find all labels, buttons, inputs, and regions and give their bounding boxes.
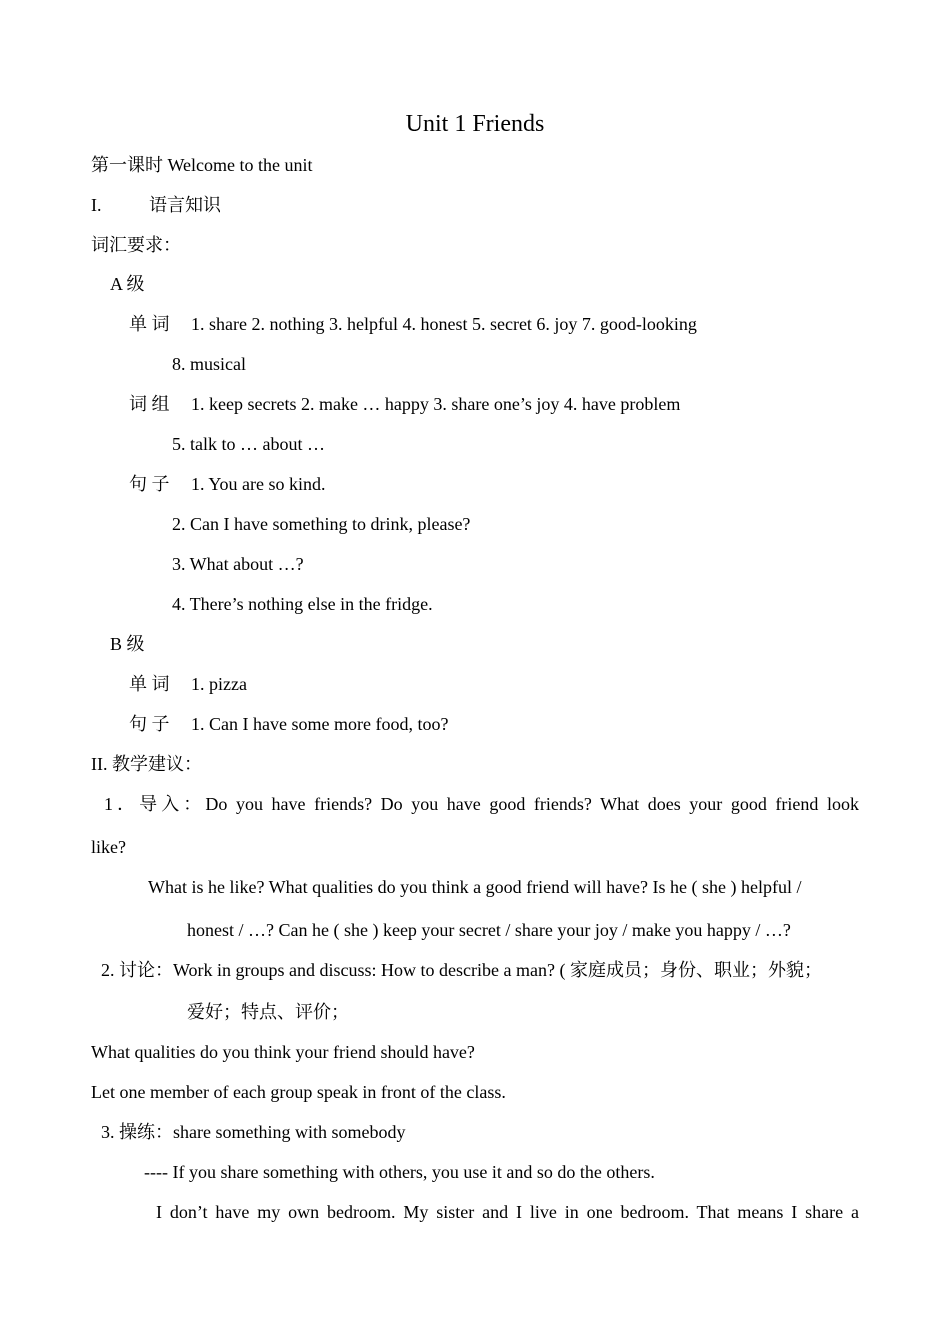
level-a-sentences-label: 句 子 (129, 474, 170, 494)
item-1-line: honest / …? Can he ( she ) keep your secret / share your joy / make you happy / …? (187, 920, 791, 940)
level-a-sentence: 1. You are so kind. (191, 474, 326, 494)
vocab-requirement-heading: 词汇要求： (91, 235, 181, 255)
level-a-sentence: 2. Can I have something to drink, please? (172, 514, 471, 534)
item-2-line: 爱好；特点、评价； (187, 1002, 349, 1022)
level-b-words-line: 1. pizza (191, 674, 247, 694)
level-b-heading: B 级 (110, 634, 145, 654)
item-1-line: like? (91, 837, 126, 857)
level-a-words-line: 8. musical (172, 354, 246, 374)
item-3-line: 3. 操练：share something with somebody (101, 1122, 406, 1142)
level-a-phrases-label: 词 组 (129, 394, 170, 414)
section-heading-2: II. 教学建议： (91, 754, 202, 774)
level-a-sentence: 3. What about …? (172, 554, 304, 574)
level-b-words-label: 单 词 (129, 674, 170, 694)
item-2-line: What qualities do you think your friend should have? (91, 1042, 475, 1062)
level-a-phrases-line: 5. talk to … about … (172, 434, 325, 454)
level-a-sentence: 4. There’s nothing else in the fridge. (172, 594, 433, 614)
level-b-sentence: 1. Can I have some more food, too? (191, 714, 449, 734)
item-2-line: Let one member of each group speak in front of the class. (91, 1082, 506, 1102)
item-3-line: ---- If you share something with others, you use it and so do the others. (144, 1162, 655, 1182)
level-a-heading: A 级 (110, 274, 145, 294)
level-a-words-label: 单 词 (129, 314, 170, 334)
item-3-line: I don’t have my own bedroom. My sister and I live in one bedroom. That means I share a (156, 1202, 859, 1222)
lesson-heading: 第一课时 Welcome to the unit (91, 155, 313, 175)
section-number-1: I. (91, 195, 102, 215)
section-label-1: 语言知识 (149, 195, 221, 215)
level-b-sentences-label: 句 子 (129, 714, 170, 734)
item-1-line: What is he like? What qualities do you think a good friend will have? Is he ( she ) helpful / (148, 877, 802, 897)
page-title: Unit 1 Friends (405, 111, 545, 137)
level-a-phrases-line: 1. keep secrets 2. make … happy 3. share one’s joy 4. have problem (191, 394, 681, 414)
item-2-line: 2. 讨论：Work in groups and discuss: How to describe a man? ( 家庭成员；身份、职业；外貌； (101, 960, 822, 980)
level-a-words-line: 1. share 2. nothing 3. helpful 4. honest 5. secret 6. joy 7. good-looking (191, 314, 697, 334)
item-1-line: 1．导入：Do you have friends? Do you have good friends? What does your good friend look (104, 794, 859, 814)
